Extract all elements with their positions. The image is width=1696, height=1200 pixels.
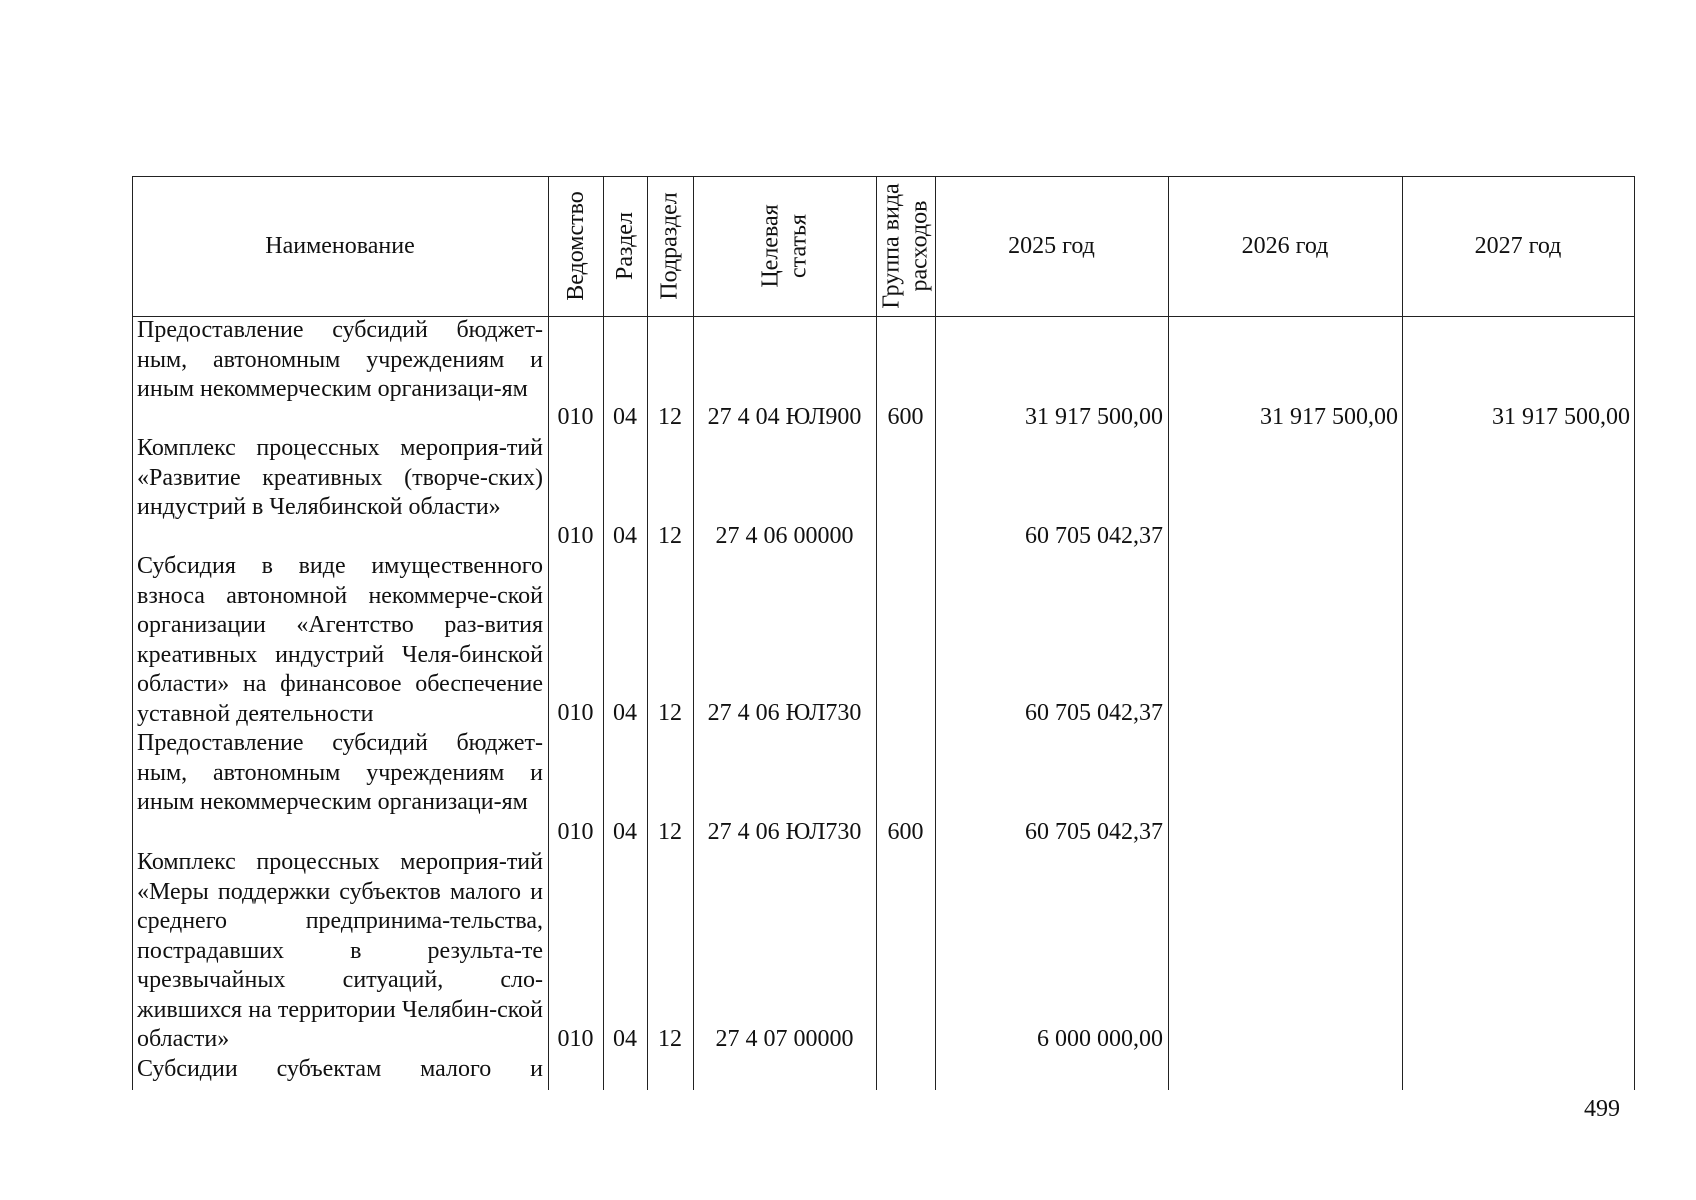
budget-table: [132, 176, 1634, 1090]
row-2025: 60 705 042,37: [1025, 523, 1163, 549]
row-2025: 60 705 042,37: [1025, 819, 1163, 845]
row-razdel: 04: [613, 523, 637, 549]
row-razdel: 04: [613, 819, 637, 845]
header-group-label: [878, 183, 934, 308]
header-razdel-label: Раздел: [612, 212, 639, 280]
header-vedomstvo-label: Ведомство: [562, 191, 589, 301]
row-group: 600: [887, 404, 924, 430]
row-2026: 31 917 500,00: [1260, 404, 1398, 430]
row-podrazdel: 12: [658, 700, 682, 726]
header-2025: 2025 год: [1008, 232, 1095, 259]
row-podrazdel: 12: [658, 523, 682, 549]
header-target-line1: Целевая: [757, 204, 784, 288]
header-vedomstvo: [548, 176, 603, 316]
row-target: 27 4 06 ЮЛ730: [707, 700, 862, 726]
row-2025: 6 000 000,00: [1037, 1026, 1163, 1052]
row-podrazdel: 12: [658, 1026, 682, 1052]
row-name: Предоставление субсидий бюджет-ным, автономным учреждениям и иным некоммерческим организаци-ям: [137, 730, 543, 815]
row-target: 27 4 06 00000: [715, 523, 854, 549]
header-group-line1: Группа вида: [878, 183, 905, 309]
column-border: [1634, 176, 1635, 1090]
row-podrazdel: 12: [658, 819, 682, 845]
row-vedomstvo: 010: [557, 700, 594, 726]
header-podrazdel-label: Подраздел: [657, 192, 684, 300]
row-razdel: 04: [613, 1026, 637, 1052]
row-2025: 60 705 042,37: [1025, 700, 1163, 726]
header-podrazdel: [647, 176, 693, 316]
row-name: Комплекс процессных мероприя-тий «Меры поддержки субъектов малого и среднего предпринима-тельства, пострадавших в результа-те чрезвычайных ситуаций, сло-жившихся на территории Челябин-ской области»: [137, 849, 543, 1052]
row-2025: 31 917 500,00: [1025, 404, 1163, 430]
row-target: 27 4 04 ЮЛ900: [707, 404, 862, 430]
header-2026: 2026 год: [1241, 232, 1329, 259]
header-target-line2: статья: [785, 214, 812, 278]
header-razdel: [603, 176, 647, 316]
row-name: Предоставление субсидий бюджет-ным, автономным учреждениям и иным некоммерческим организаци-ям: [137, 317, 543, 402]
row-vedomstvo: 010: [557, 1026, 594, 1052]
row-vedomstvo: 010: [557, 819, 594, 845]
row-2027: 31 917 500,00: [1492, 404, 1630, 430]
header-name: Наименование: [265, 232, 415, 259]
row-target: 27 4 07 00000: [715, 1026, 854, 1052]
header-target: [693, 176, 876, 316]
row-podrazdel: 12: [658, 404, 682, 430]
row-vedomstvo: 010: [557, 523, 594, 549]
row-name: Субсидия в виде имущественного взноса автономной некоммерче-ской организации «Агентство раз-вития креативных индустрий Челя-бинской области» на финансовое обеспечение уставной деятельности: [137, 553, 543, 727]
row-razdel: 04: [613, 700, 637, 726]
row-razdel: 04: [613, 404, 637, 430]
row-vedomstvo: 010: [557, 404, 594, 430]
row-name: Субсидии субъектам малого и: [137, 1056, 543, 1082]
header-target-label: [756, 204, 812, 287]
header-group-line2: расходов: [906, 200, 933, 292]
row-group: 600: [887, 819, 924, 845]
page-number: 499: [1584, 1096, 1620, 1122]
row-target: 27 4 06 ЮЛ730: [707, 819, 862, 845]
header-group: [876, 176, 935, 316]
row-name: Комплекс процессных мероприя-тий «Развитие креативных (творче-ских) индустрий в Челябинской области»: [137, 435, 543, 520]
header-2027: 2027 год: [1474, 232, 1562, 259]
